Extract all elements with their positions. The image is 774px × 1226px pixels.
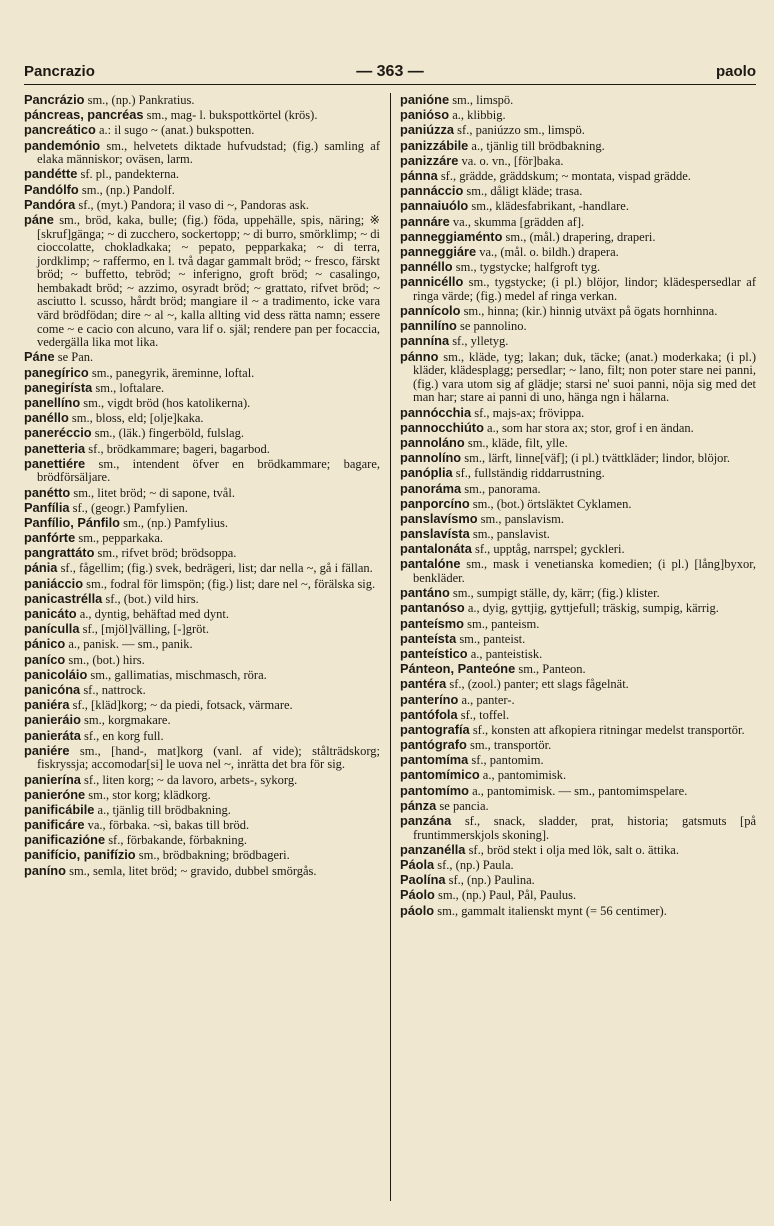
entry-headword: panificábile: [24, 801, 95, 817]
dictionary-entry: [400, 647, 756, 662]
entry-headword: panslavísta: [400, 526, 470, 542]
entry-definition: a., klibbig.: [449, 108, 506, 123]
entry-headword: Paolína: [400, 872, 446, 888]
dictionary-entry: [24, 516, 380, 531]
dictionary-entry: [24, 683, 380, 698]
dictionary-entry: [24, 167, 380, 182]
dictionary-entry: [24, 350, 380, 365]
dictionary-entry: [24, 381, 380, 396]
entry-headword: pannilíno: [400, 318, 457, 334]
entry-definition: sm., panegyrik, äreminne, loftal.: [88, 365, 255, 380]
dictionary-entry: [400, 123, 756, 138]
entry-definition: sm., dåligt kläde; trasa.: [463, 184, 583, 199]
dictionary-entry: [24, 698, 380, 713]
dictionary-entry: [24, 183, 380, 198]
entry-headword: Páolo: [400, 887, 435, 903]
entry-headword: pánna: [400, 167, 438, 183]
dictionary-entry: [400, 843, 756, 858]
entry-definition: sm., panteism.: [464, 616, 540, 631]
entry-definition: sf., brödkammare; bageri, bagarbod.: [85, 441, 270, 456]
entry-headword: panellíno: [24, 395, 81, 410]
entry-headword: pantomímico: [400, 767, 480, 783]
entry-headword: pánza: [400, 797, 437, 813]
entry-headword: pantografía: [400, 721, 470, 737]
dictionary-entry: [400, 693, 756, 708]
dictionary-entry: [400, 230, 756, 245]
entry-headword: panicóna: [24, 681, 81, 697]
dictionary-entry: [400, 858, 756, 873]
entry-headword: panóplia: [400, 465, 453, 481]
entry-definition: sf., [mjöl]välling, [-]gröt.: [79, 622, 209, 637]
dictionary-entry: [24, 668, 380, 683]
entry-headword: pantalonáta: [400, 541, 472, 557]
entry-headword: panoráma: [400, 480, 462, 496]
dictionary-entry: [400, 586, 756, 601]
dictionary-entry: [24, 198, 380, 213]
entry-definition: va. o. vn., [för]baka.: [458, 153, 564, 168]
dictionary-entry: [400, 436, 756, 451]
dictionary-entry: [24, 561, 380, 576]
dictionary-entry: [24, 864, 380, 879]
entry-headword: Pandóra: [24, 196, 76, 212]
entry-definition: sm., mask i venetianska komedien; (i pl.) [lång]byxor, benkläder.: [413, 557, 756, 586]
entry-definition: va., (mål. o. bildh.) drapera.: [476, 244, 619, 259]
entry-headword: panieróne: [24, 786, 86, 802]
entry-definition: sm., klädesfabrikant, -handlare.: [468, 199, 629, 214]
entry-definition: se pancia.: [436, 798, 489, 813]
entry-definition: sf., bröd stekt i olja med lök, salt o. ättika.: [465, 842, 679, 857]
entry-definition: sf., (np.) Paula.: [434, 858, 514, 872]
header-first-word: Pancrazio: [24, 63, 95, 80]
entry-definition: sm., korgmakare.: [80, 713, 171, 728]
entry-definition: sf., (bot.) vild hirs.: [102, 591, 199, 606]
right-column: [390, 93, 756, 919]
entry-definition: sm., (np.) Pamfylius.: [119, 515, 228, 530]
entry-definition: a., panisk. — sm., panik.: [65, 637, 193, 652]
entry-headword: pannoláno: [400, 434, 465, 450]
dictionary-entry: [400, 557, 756, 585]
entry-definition: sf., majs-ax; frövippa.: [471, 405, 585, 420]
dictionary-entry: [400, 814, 756, 842]
entry-headword: pantófola: [400, 706, 458, 722]
entry-headword: Pancrázio: [24, 92, 85, 107]
entry-definition: sm., litet bröd; ~ di sapone, tvål.: [70, 485, 235, 500]
entry-headword: paníco: [24, 651, 66, 667]
entry-definition: sf., (geogr.) Pamfylien.: [69, 500, 188, 515]
entry-headword: Páne: [24, 349, 55, 365]
entry-headword: panslavísmo: [400, 510, 478, 526]
dictionary-entry: [24, 501, 380, 516]
entry-headword: pannína: [400, 333, 450, 349]
entry-headword: pantáno: [400, 585, 450, 601]
dictionary-entry: [400, 873, 756, 888]
dictionary-entry: [24, 713, 380, 728]
entry-definition: sf. pl., pandekterna.: [77, 167, 180, 182]
entry-headword: panettiére: [24, 455, 86, 471]
dictionary-entry: [400, 617, 756, 632]
dictionary-entry: [24, 108, 380, 123]
entry-headword: panteístico: [400, 645, 468, 661]
entry-definition: sm., (np.) Pandolf.: [78, 182, 175, 197]
column-divider: [390, 93, 391, 1201]
dictionary-entry: [400, 184, 756, 199]
entry-headword: panegirísta: [24, 379, 93, 395]
dictionary-entry: [400, 888, 756, 903]
dictionary-entry: [400, 304, 756, 319]
entry-definition: sm., hinna; (kir.) hinnig utväxt på ögats hornhinna.: [460, 304, 718, 319]
dictionary-entry: [400, 215, 756, 230]
entry-definition: sm., (mål.) drapering, draperi.: [502, 229, 656, 244]
entry-definition: sf., ylletyg.: [449, 334, 509, 349]
dictionary-entry: [400, 482, 756, 497]
entry-headword: pannolíno: [400, 450, 462, 466]
entry-headword: pandétte: [24, 166, 78, 182]
entry-headword: panículla: [24, 621, 80, 637]
entry-definition: va., skumma [grädden af].: [449, 214, 585, 229]
dictionary-entry: [24, 486, 380, 501]
dictionary-entry: [400, 632, 756, 647]
entry-headword: panicoláio: [24, 666, 88, 682]
entry-definition: sm., loftalare.: [92, 380, 165, 395]
page-header: [24, 58, 756, 85]
entry-headword: panificazióne: [24, 832, 106, 848]
entry-definition: sm., (läk.) fingerböld, fulslag.: [91, 426, 244, 441]
dictionary-entry: [400, 199, 756, 214]
dictionary-entry: [400, 406, 756, 421]
entry-headword: panificáre: [24, 817, 85, 833]
dictionary-entry: [400, 108, 756, 123]
entry-headword: pancreático: [24, 122, 96, 138]
entry-headword: Páola: [400, 857, 435, 872]
entry-headword: pannocchiúto: [400, 419, 484, 435]
dictionary-entry: [24, 546, 380, 561]
entry-headword: Pandólfo: [24, 181, 79, 197]
entry-headword: panicastrélla: [24, 590, 103, 606]
entry-headword: pantomíma: [400, 752, 469, 768]
dictionary-entry: [24, 442, 380, 457]
dictionary-entry: [400, 512, 756, 527]
entry-headword: panierína: [24, 771, 81, 787]
dictionary-entry: [400, 350, 756, 405]
left-column: [24, 93, 390, 919]
entry-definition: sf., (np.) Paulina.: [445, 873, 535, 888]
entry-headword: pánno: [400, 348, 439, 364]
dictionary-entry: [400, 245, 756, 260]
dictionary-entry: [24, 622, 380, 637]
dictionary-entry: [400, 662, 756, 677]
entry-definition: sm., vigdt bröd (hos katolikerna).: [80, 396, 251, 410]
entry-headword: panieráta: [24, 727, 81, 743]
dictionary-entry: [400, 421, 756, 436]
dictionary-entry: [24, 773, 380, 788]
entry-definition: sm., (np.) Paul, Pål, Paulus.: [434, 888, 577, 903]
entry-headword: panióso: [400, 107, 450, 123]
entry-headword: panfórte: [24, 530, 76, 546]
dictionary-entry: [400, 768, 756, 783]
dictionary-entry: [24, 818, 380, 833]
entry-headword: panteríno: [400, 691, 459, 707]
entry-definition: sm., stor korg; klädkorg.: [85, 787, 211, 802]
dictionary-entry: [400, 542, 756, 557]
dictionary-entry: [24, 577, 380, 592]
entry-headword: paniáccio: [24, 575, 84, 591]
dictionary-entry: [24, 729, 380, 744]
dictionary-entry: [24, 637, 380, 652]
dictionary-entry: [24, 457, 380, 485]
entry-definition: sm., panteist.: [456, 631, 526, 646]
dictionary-entry: [400, 497, 756, 512]
header-last-word: paolo: [716, 63, 756, 80]
entry-headword: pannaiuólo: [400, 198, 469, 214]
dictionary-entry: [400, 466, 756, 481]
entry-definition: sf., toffel.: [457, 707, 510, 722]
dictionary-entry: [400, 738, 756, 753]
dictionary-entry: [400, 753, 756, 768]
entry-definition: sf., fågellim; (fig.) svek, bedrägeri, list; dar nella ~, gå i fällan.: [57, 561, 373, 576]
entry-headword: páne: [24, 211, 54, 227]
entry-definition: sf., paniúzzo sm., limspö.: [454, 123, 585, 138]
dictionary-entry: [24, 788, 380, 803]
entry-definition: a., panter-.: [458, 692, 515, 707]
entry-definition: sm., semla, litet bröd; ~ gravido, dubbel smörgås.: [65, 863, 317, 878]
entry-headword: pantógrafo: [400, 737, 467, 753]
dictionary-entry: [24, 653, 380, 668]
entry-definition: sf., en korg full.: [80, 728, 164, 743]
entry-headword: panizzábile: [400, 137, 469, 153]
entry-definition: sm., tygstycke; halfgroft tyg.: [452, 260, 601, 275]
entry-definition: sf., upptåg, narrspel; gyckleri.: [471, 542, 625, 557]
entry-definition: a.: il sugo ~ (anat.) bukspotten.: [95, 123, 255, 138]
entry-definition: sf., pantomim.: [468, 753, 544, 768]
entry-headword: Panfílio, Pánfilo: [24, 514, 120, 530]
entry-definition: sm., tygstycke; (i pl.) blöjor, lindor; klädespersedlar af ringa värde; (fig.) medel af ringa verkan.: [413, 275, 756, 303]
entry-headword: pangrattáto: [24, 545, 95, 561]
entry-definition: sf., förbakande, förbakning.: [105, 833, 248, 848]
entry-definition: sm., panorama.: [461, 481, 541, 496]
entry-definition: a., som har stora ax; stor, grof i en ändan.: [483, 420, 694, 435]
dictionary-entry: [400, 451, 756, 466]
dictionary-entry: [400, 334, 756, 349]
entry-definition: a., dyig, gyttjig, gyttjefull; träskig, sumpig, kärrig.: [464, 601, 719, 616]
entry-headword: paneréccio: [24, 425, 92, 441]
entry-headword: panteísmo: [400, 615, 464, 631]
entry-headword: panporcíno: [400, 495, 470, 511]
dictionary-entry: [24, 607, 380, 622]
entry-headword: panétto: [24, 484, 71, 500]
entry-definition: se pannolino.: [456, 319, 527, 334]
entry-definition: sm., helvetets diktade hufvudstad; (fig.) samling af elaka människor; oväsen, larm.: [37, 138, 380, 167]
entry-headword: panióne: [400, 92, 450, 107]
entry-headword: pantomímo: [400, 782, 469, 798]
entry-definition: sm., panslavism.: [477, 511, 564, 526]
dictionary-entry: [400, 275, 756, 303]
dictionary-entry: [24, 139, 380, 167]
entry-definition: se Pan.: [54, 350, 94, 365]
dictionary-entry: [400, 319, 756, 334]
entry-definition: a., pantomimisk.: [479, 768, 567, 783]
dictionary-entry: [400, 799, 756, 814]
entry-definition: sm., fodral för limspön; (fig.) list; dare nel ~, förälska sig.: [83, 576, 376, 591]
entry-headword: páncreas, pancréas: [24, 107, 144, 123]
entry-definition: sf., [kläd]korg; ~ da piedi, fotsack, värmare.: [69, 698, 293, 713]
entry-definition: sm., bröd, kaka, bulle; (fig.) föda, uppehälle, spis, näring; ※ [skruf]gänga; ~ di zucchero, sockertopp; ~ di burro, smörklimp; ~ di cioccolatte, chokladkaka; ~ pepato, pepparkaka; ~ di terra, jordklimp; ~ raffermo, en l. två dagar gammalt bröd; ~ fresco, färskt bröd; ~ buffetto, tebröd; ~ inferigno, groft bröd; ~ casalingo, hembakadt bröd; ~ azzimo, osyradt bröd; ~ grattato, rifvet bröd; ~ asciutto l. scusso, hårdt bröd; mangiare il ~ a tradimento, icke vara värd brödfödan; dire ~ al ~, kalla allting vid dess rätta namn; essere come ~ e cacio con alcuno, vara lif o. själ; rendere pan per focaccia, vedergälla lika mot lika.: [37, 212, 380, 350]
entry-definition: a., tjänlig till brödbakning.: [468, 138, 605, 153]
entry-definition: sm., panslavist.: [469, 527, 550, 542]
dictionary-entry: [24, 213, 380, 350]
entry-definition: sf., liten korg; ~ da lavoro, arbets-, sykorg.: [80, 772, 298, 787]
dictionary-entry: [400, 677, 756, 692]
page-number: — 363 —: [356, 63, 424, 80]
entry-definition: sm., sumpigt ställe, dy, kärr; (fig.) klister.: [449, 586, 660, 601]
dictionary-entry: [24, 123, 380, 138]
dictionary-entry: [24, 833, 380, 848]
dictionary-entry: [400, 708, 756, 723]
entry-definition: sm., kläde, tyg; lakan; duk, täcke; (anat.) moderkaka; (i pl.) kläder, klädesplagg; persedlar; ~ lano, filt; non poter stare nei panni, (fig.) vara utom sig af glädje; starsi ne' suoi panni, nöja sig med det man har; stare ai panni di uno, hänga ngn i hälarna.: [413, 349, 756, 405]
dictionary-entry: [24, 803, 380, 818]
dictionary-entry: [24, 592, 380, 607]
dictionary-entry: [24, 531, 380, 546]
entry-definition: sm., brödbakning; brödbageri.: [135, 848, 290, 863]
entry-definition: sm., limspö.: [449, 93, 514, 107]
dictionary-entry: [24, 426, 380, 441]
entry-headword: panneggiáre: [400, 243, 477, 259]
dictionary-entry: [400, 527, 756, 542]
dictionary-entry: [24, 366, 380, 381]
dictionary-entry: [400, 904, 756, 919]
entry-headword: pannéllo: [400, 259, 453, 275]
dictionary-entry: [24, 848, 380, 863]
entry-definition: sm., lärft, linne[väf]; (i pl.) tvättkläder; lindor, blöjor.: [461, 451, 731, 466]
entry-headword: pannícolo: [400, 303, 461, 319]
entry-definition: sm., pepparkaka.: [75, 531, 164, 546]
entry-headword: panizzáre: [400, 152, 459, 168]
entry-headword: panifício, panifízio: [24, 847, 136, 863]
entry-definition: sm., gammalt italienskt mynt (= 56 centimer).: [434, 903, 667, 918]
entry-headword: panieráio: [24, 712, 81, 728]
entry-headword: paniúzza: [400, 122, 455, 138]
dictionary-entry: [400, 260, 756, 275]
dictionary-entry: [400, 169, 756, 184]
entry-headword: panetteria: [24, 440, 86, 456]
dictionary-entry: [400, 154, 756, 169]
entry-definition: sf., snack, sladder, prat, historia; gatsmuts [på fruntimmerskjols skoning].: [413, 814, 756, 842]
dictionary-entry: [400, 601, 756, 616]
entry-definition: va., förbaka. ~sì, bakas till bröd.: [84, 818, 250, 833]
entry-definition: sm., (np.) Pankratius.: [84, 93, 195, 107]
entry-headword: panneggiaménto: [400, 228, 503, 244]
entry-headword: pannócchia: [400, 404, 472, 420]
dictionary-entry: [400, 139, 756, 154]
entry-definition: sm., kläde, filt, ylle.: [464, 435, 568, 450]
entry-headword: panteísta: [400, 630, 457, 646]
dictionary-entry: [24, 744, 380, 772]
entry-headword: pantanóso: [400, 600, 465, 616]
entry-definition: a., tjänlig till brödbakning.: [94, 802, 231, 817]
entry-definition: sf., (zool.) panter; ett slags fågelnät.: [446, 677, 629, 692]
entry-headword: Panfília: [24, 499, 70, 515]
entry-headword: pánico: [24, 636, 66, 652]
entry-definition: sm., mag- l. bukspottkörtel (krös).: [143, 108, 318, 123]
dictionary-entry: [400, 784, 756, 799]
entry-headword: panéllo: [24, 410, 69, 426]
entry-definition: sm., intendent öfver en brödkammare; bagare, brödförsäljare.: [37, 456, 380, 485]
entry-definition: sm., transportör.: [466, 738, 552, 753]
entry-definition: a., panteistisk.: [467, 646, 543, 661]
entry-definition: sm., [hand-, mat]korg (vanl. af vide); stålträdskorg; fiskryssja; accomodar[si] le uova nel ~, inrätta det bra för sig.: [37, 743, 380, 772]
entry-definition: sf., konsten att afkopiera ritningar medelst transportör.: [469, 722, 745, 737]
entry-headword: Pánteon, Panteóne: [400, 661, 516, 677]
entry-headword: paniéra: [24, 697, 70, 713]
dictionary-entry: [24, 93, 380, 108]
entry-definition: sf., (myt.) Pandora; il vaso di ~, Pandoras ask.: [75, 197, 310, 212]
dictionary-entry: [24, 411, 380, 426]
entry-headword: pánia: [24, 560, 58, 576]
entry-headword: pannicéllo: [400, 274, 464, 290]
entry-headword: paníno: [24, 862, 66, 878]
entry-headword: pantéra: [400, 676, 447, 692]
entry-headword: pannáccio: [400, 183, 464, 199]
entry-definition: a., dyntig, behäftad med dynt.: [76, 607, 230, 622]
entry-headword: páolo: [400, 902, 435, 918]
entry-definition: sm., (bot.) hirs.: [65, 652, 145, 667]
entry-headword: panicáto: [24, 606, 77, 622]
entry-headword: paniére: [24, 742, 70, 758]
dictionary-entry: [400, 723, 756, 738]
entry-definition: sm., bloss, eld; [olje]kaka.: [68, 411, 204, 426]
dictionary-entry: [400, 93, 756, 108]
entry-definition: sm., gallimatias, mischmasch, röra.: [87, 667, 267, 682]
entry-headword: panzanélla: [400, 841, 466, 857]
two-column-body: [24, 93, 756, 919]
entry-headword: pandemónio: [24, 137, 101, 153]
entry-headword: pannáre: [400, 213, 450, 229]
entry-headword: pantalóne: [400, 556, 461, 572]
entry-definition: sf., grädde, gräddskum; ~ montata, vispad grädde.: [437, 168, 691, 183]
entry-definition: a., pantomimisk. — sm., pantomimspelare.: [468, 783, 688, 798]
entry-definition: sm., (bot.) örtsläktet Cyklamen.: [469, 496, 632, 511]
entry-definition: sf., nattrock.: [80, 682, 146, 697]
dictionary-entry: [24, 396, 380, 411]
entry-headword: panegírico: [24, 364, 89, 380]
entry-headword: panzána: [400, 813, 452, 829]
entry-definition: sf., fullständig riddarrustning.: [452, 466, 605, 481]
entry-definition: sm., Panteon.: [515, 662, 586, 677]
entry-definition: sm., rifvet bröd; brödsoppa.: [94, 546, 237, 561]
